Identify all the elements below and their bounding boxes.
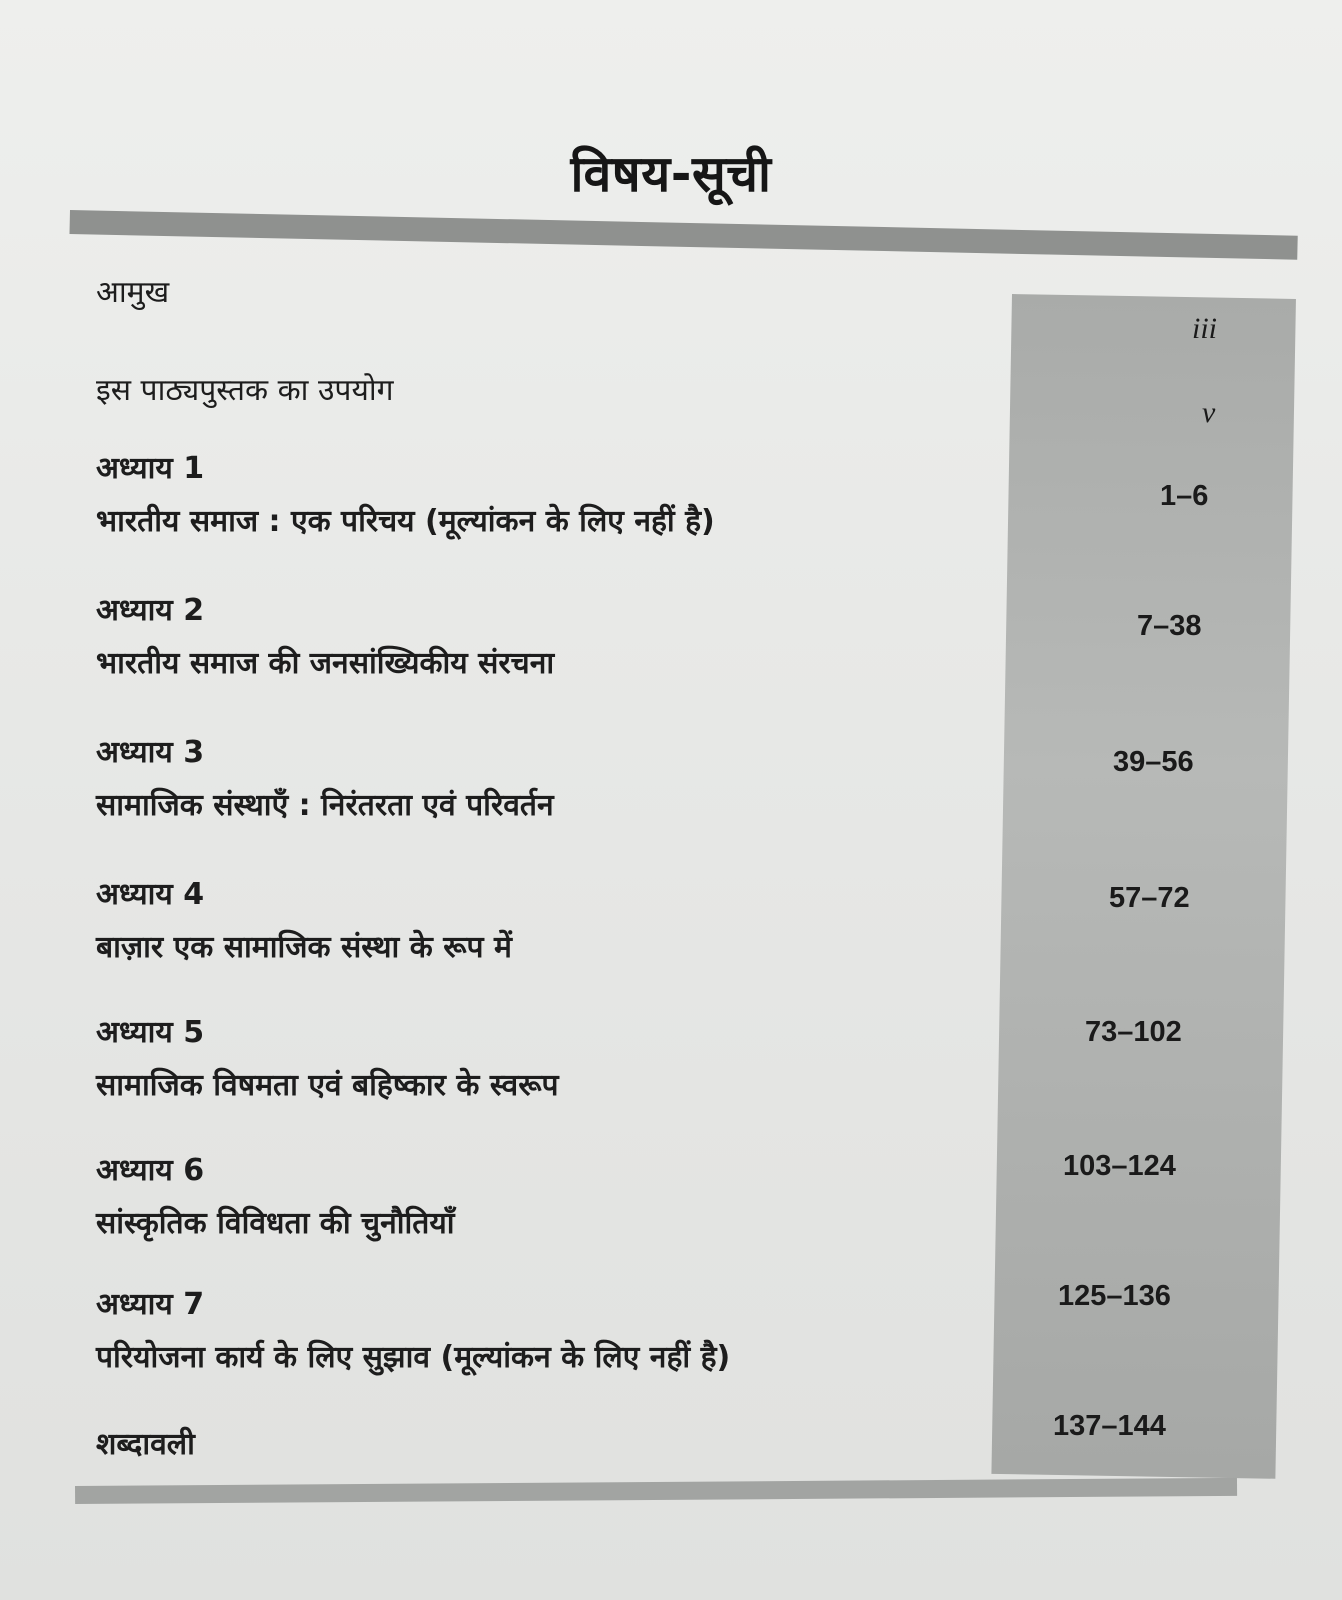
chapter-title: सांस्कृतिक विविधता की चुनौतियाँ	[96, 1206, 455, 1241]
bottom-divider-bar	[75, 1478, 1237, 1504]
toc-entry-chapter-3	[96, 730, 554, 824]
toc-entry-chapter-1	[96, 446, 715, 540]
toc-page-foreword: iii	[1192, 312, 1218, 345]
top-divider-bar	[69, 210, 1297, 260]
toc-page-how-to-use: v	[1202, 396, 1216, 429]
toc-entry-chapter-2	[96, 588, 554, 682]
chapter-label: अध्याय 2	[96, 593, 205, 628]
toc-page-glossary: 137–144	[1053, 1410, 1166, 1442]
chapter-title: परियोजना कार्य के लिए सुझाव (मूल्यांकन के लिए नहीं है)	[96, 1340, 731, 1375]
chapter-title: सामाजिक संस्थाएँ : निरंतरता एवं परिवर्तन	[96, 788, 554, 823]
toc-entry-chapter-7	[96, 1282, 730, 1376]
toc-entry-glossary: शब्दावली	[96, 1427, 195, 1462]
chapter-label: अध्याय 7	[96, 1287, 205, 1322]
toc-entry-chapter-6	[96, 1148, 455, 1242]
toc-entry-chapter-5	[96, 1010, 559, 1104]
chapter-title: भारतीय समाज : एक परिचय (मूल्यांकन के लिए नहीं है)	[96, 504, 715, 539]
chapter-title: सामाजिक विषमता एवं बहिष्कार के स्वरूप	[96, 1068, 559, 1103]
chapter-label: अध्याय 5	[96, 1015, 205, 1050]
toc-entry-foreword: आमुख	[96, 275, 170, 310]
toc-page-chapter-2: 7–38	[1137, 610, 1202, 642]
chapter-label: अध्याय 4	[96, 877, 205, 912]
toc-entry-how-to-use: इस पाठ्यपुस्तक का उपयोग	[96, 373, 394, 408]
toc-page-chapter-6: 103–124	[1063, 1150, 1176, 1182]
chapter-title: बाज़ार एक सामाजिक संस्था के रूप में	[96, 930, 512, 965]
toc-page-chapter-4: 57–72	[1109, 882, 1190, 914]
toc-page-chapter-3: 39–56	[1113, 746, 1194, 778]
toc-page-chapter-7: 125–136	[1058, 1280, 1171, 1312]
chapter-label: अध्याय 6	[96, 1153, 205, 1188]
toc-page-chapter-5: 73–102	[1085, 1016, 1182, 1048]
toc-entry-chapter-4	[96, 872, 512, 966]
toc-page-chapter-1: 1–6	[1160, 480, 1209, 512]
chapter-label: अध्याय 3	[96, 735, 205, 770]
chapter-label: अध्याय 1	[96, 451, 205, 486]
chapter-title: भारतीय समाज की जनसांख्यिकीय संरचना	[96, 646, 555, 681]
page-title: विषय-सूची	[570, 145, 772, 203]
